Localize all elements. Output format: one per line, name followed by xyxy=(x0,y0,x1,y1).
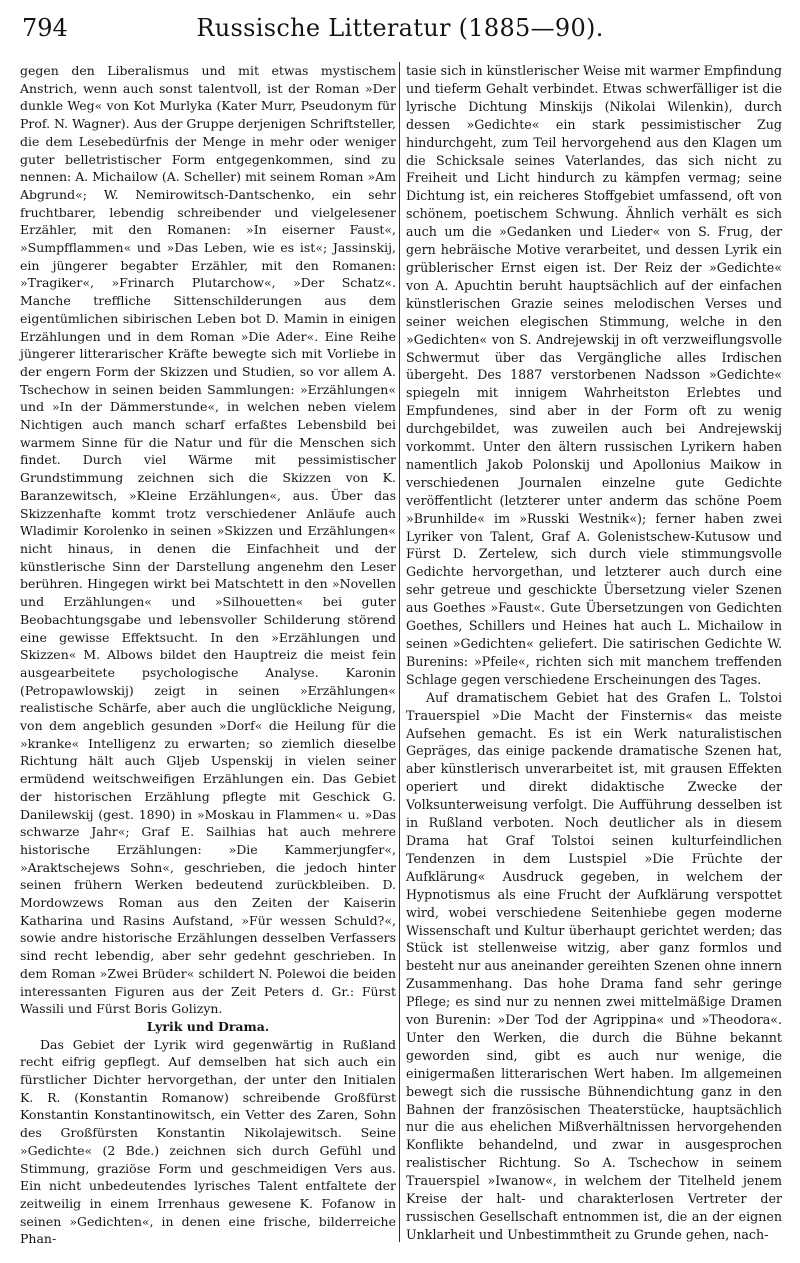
column-divider xyxy=(399,62,400,1242)
section-heading-lyrik-drama: Lyrik und Drama. xyxy=(146,1018,270,1034)
page-header xyxy=(22,8,778,48)
paragraph-drama: Auf dramatischem Gebiet hat des Grafen L. Tolstoi Trauerspiel »Die Macht der Finsternis« das meiste Aufsehen gemacht. Es ist ein Werk naturalistischen Gepräges, das einige packende dramatische Szenen hat, aber künstlerisch unverarbeitet ist, mit grausen Effekten operiert und direkt didaktische Zwecke der Volksunterweisung verfolgt. Die Aufführung desselben ist in Rußland verboten. Noch deutlicher als in diesem Drama hat Graf Tolstoi seinen kulturfeindlichen Tendenzen in dem Lustspiel »Die Früchte der Aufklärung« Ausdruck gegeben, in welchem der Hypnotismus als eine Frucht der Aufklärung verspottet wird, wobei verschiedene Seitenhiebe gegen moderne Wissenschaft und Kultur überhaupt gerichtet werden; das Stück ist stellenweise witzig, aber ganz formlos und besteht nur aus aneinander gereihten Szenen ohne innern Zusammenhang. Das hohe Drama fand sehr geringe Pflege; es sind nur zu nennen zwei mittelmäßige Dramen von Burenin: »Der Tod der Agrippina« und »Theodora«. Unter den Werken, die durch die Bühne bekannt geworden sind, gibt es auch nur wenige, die einigermaßen litterarischen Wert haben. Im allgemeinen bewegt sich die russische Bühnendichtung ganz in den Bahnen der französischen Theaterstücke, hauptsächlich nur die aus ehelichen Mißverhältnissen hervorgehenden Konflikte behandelnd, und zwar in ausgesprochen realistischer Richtung. So A. Tschechow in seinem Trauerspiel »Iwanow«, in welchem der Titelheld jenem Kreise der halt- und charakterlosen Vertreter der russischen Gesellschaft entnommen ist, die an der eignen Unklarheit und Unbestimmtheit zu Grunde gehen, nach- xyxy=(406,689,782,1242)
right-column xyxy=(406,62,782,1244)
paragraph-novels: gegen den Liberalismus und mit etwas mystischem Anstrich, wenn auch sonst talentvoll, ist der Roman »Der dunkle Weg« von Kot Murlyka (Kater Murr, Pseudonym für Prof. N. Wagner). Aus der Gruppe derjenigen Schriftsteller, die dem Lesebedürfnis der Menge in mehr oder weniger guter belletristischer Form entgegenkommen, sind zu nennen: A. Michailow (A. Scheller) mit seinem Roman »Am Abgrund«; W. Nemirowitsch-Dantschenko, ein sehr fruchtbarer, lebendig schreibender und vielgelesener Erzähler, mit den Romanen: »In eiserner Faust«, »Sumpfflammen« und »Das Leben, wie es ist«; Jassinskij, ein jüngerer begabter Erzähler, mit den Romanen: »Tragiker«, »Frinarch Plutarchow«, »Der Schatz«. Manche treffliche Sittenschilderungen aus dem eigentümlichen sibirischen Leben bot D. Mamin in einigen Erzählungen und in dem Roman »Die Ader«. Eine Reihe jüngerer litterarischer Kräfte bewegte sich mit Vorliebe in der engern Form der Skizzen und Studien, so vor allem A. Tschechow in seinen beiden Sammlungen: »Erzählungen« und »In der Dämmerstunde«, in welchen neben vielem Nichtigen auch manch scharf erfaßtes Lebensbild bei warmem Sinne für die Natur und für die Menschen sich findet. Durch viel Wärme mit pessimistischer Grundstimmung zeichnen sich die Skizzen von K. Baranzewitsch, »Kleine Erzählungen«, aus. Über das Skizzenhafte kommt trotz verschiedener Anläufe auch Wladimir Korolenko in seinen »Skizzen und Erzählungen« nicht hinaus, in denen die Einfachheit und der künstlerische Sinn der Darstellung angenehm den Leser berühren. Hingegen wirkt bei Matschtett in den »Novellen und Erzählungen« und »Silhouetten« bei guter Beobachtungsgabe und lebensvoller Schilderung störend eine gewisse Effektsucht. In den »Erzählungen und Skizzen« M. Albows bildet den Hauptreiz die meist fein ausgearbeitete psychologische Analyse. Karonin (Petropawlowskij) zeigt in seinen »Erzählungen« realistische Schärfe, aber auch die unglückliche Neigung, von dem angeblich gesunden »Dorf« die Heilung für die »kranke« Intelligenz zu erwarten; so ziemlich dieselbe Richtung hält auch Gljeb Uspenskij in vielen seiner ermüdend weitschweifigen Erzählungen ein. Das Gebiet der historischen Erzählung pflegte mit Geschick G. Danilewskij (gest. 1890) in »Moskau in Flammen« u. »Das schwarze Jahr«; Graf E. Sailhias hat auch mehrere historische Erzählungen: »Die Kammerjungfer«, »Araktschejews Sohn«, geschrieben, die jedoch hinter seinen frühern Werken bedeutend zurückbleiben. D. Mordowzews Roman aus den Zeiten der Kaiserin Katharina und Rasins Aufstand, »Für wessen Schuld?«, sowie andre historische Erzählungen desselben Verfassers sind recht lebendig, aber sehr gedehnt geschrieben. In dem Roman »Zwei Brüder« schildert N. Polewoi die beiden interessanten Figuren aus der Zeit Peters d. Gr.: Fürst Wassili und Fürst Boris Golizyn. xyxy=(20,63,396,1017)
paragraph-lyrik-intro: Das Gebiet der Lyrik wird gegenwärtig in Rußland recht eifrig gepflegt. Auf demselben hat sich auch ein fürstlicher Dichter hervorgethan, der unter den Initialen K. R. (Konstantin Romanow) schreibende Großfürst Konstantin Konstantinowitsch, ein Vetter des Zaren, Sohn des Großfürsten Konstantin Nikolajewitsch. Seine »Gedichte« (2 Bde.) zeichnen sich durch Gefühl und Stimmung, graziöse Form und geschmeidigen Vers aus. Ein nicht unbedeutendes lyrisches Talent entfaltete der zeitweilig in einem Irrenhaus gewesene K. Fofanow in seinen »Gedichten«, in denen eine frische, bilderreiche Phan- xyxy=(20,1036,396,1247)
running-title: Russische Litteratur (1885—90). xyxy=(196,14,604,42)
left-column xyxy=(20,62,396,1248)
paragraph-lyrik-continued: tasie sich in künstlerischer Weise mit warmer Empfindung und tieferm Gehalt verbindet. Etwas schwerfälliger ist die lyrische Dichtung Minskijs (Nikolai Wilenkin), durch dessen »Gedichte« ein stark pessimistischer Zug hindurchgeht, zum Teil hervorgehend aus den Klagen um die Schicksale seines Vaterlandes, das sich nicht zu Freiheit und Licht hindurch zu kämpfen vermag; seine Dichtung ist, ein reicheres Stoffgebiet umfassend, oft von schönem, poetischem Schwung. Ähnlich verhält es sich auch um die »Gedanken und Lieder« von S. Frug, der gern hebräische Motive verarbeitet, und dessen Lyrik ein grüblerischer Ernst eigen ist. Der Reiz der »Gedichte« von A. Apuchtin beruht hauptsächlich auf der einfachen künstlerischen Grazie seines melodischen Verses und seiner weichen elegischen Stimmung, welche in den »Gedichten« von S. Andrejewskij in oft verzweiflungsvolle Schwermut über das Vergängliche alles Irdischen übergeht. Des 1887 verstorbenen Nadsson »Gedichte« spiegeln mit innigem Wahrheitston Erlebtes und Empfundenes, sind aber in der Form oft zu wenig durchgebildet, was zuweilen auch bei Andrejewskij vorkommt. Unter den ältern russischen Lyrikern haben namentlich Jakob Polonskij und Apollonius Maikow in verschiedenen Journalen einzelne gute Gedichte veröffentlicht (letzterer unter anderm das schöne Poem »Brunhilde« im »Russki Westnik«); ferner haben zwei Lyriker von Talent, Graf A. Golenistschew-Kutusow und Fürst D. Zertelew, sich durch viele stimmungsvolle Gedichte hervorgethan, und letzterer auch durch eine sehr getreue und geschickte Übersetzung vieler Szenen aus Goethes »Faust«. Gute Übersetzungen von Gedichten Goethes, Schillers und Heines hat auch L. Michailow in seinen »Gedichten« geliefert. Die satirischen Gedichte W. Burenins: »Pfeile«, richten sich mit manchem treffenden Schlage gegen verschiedene Erscheinungen des Tages. xyxy=(406,63,782,687)
page-number: 794 xyxy=(22,14,68,42)
